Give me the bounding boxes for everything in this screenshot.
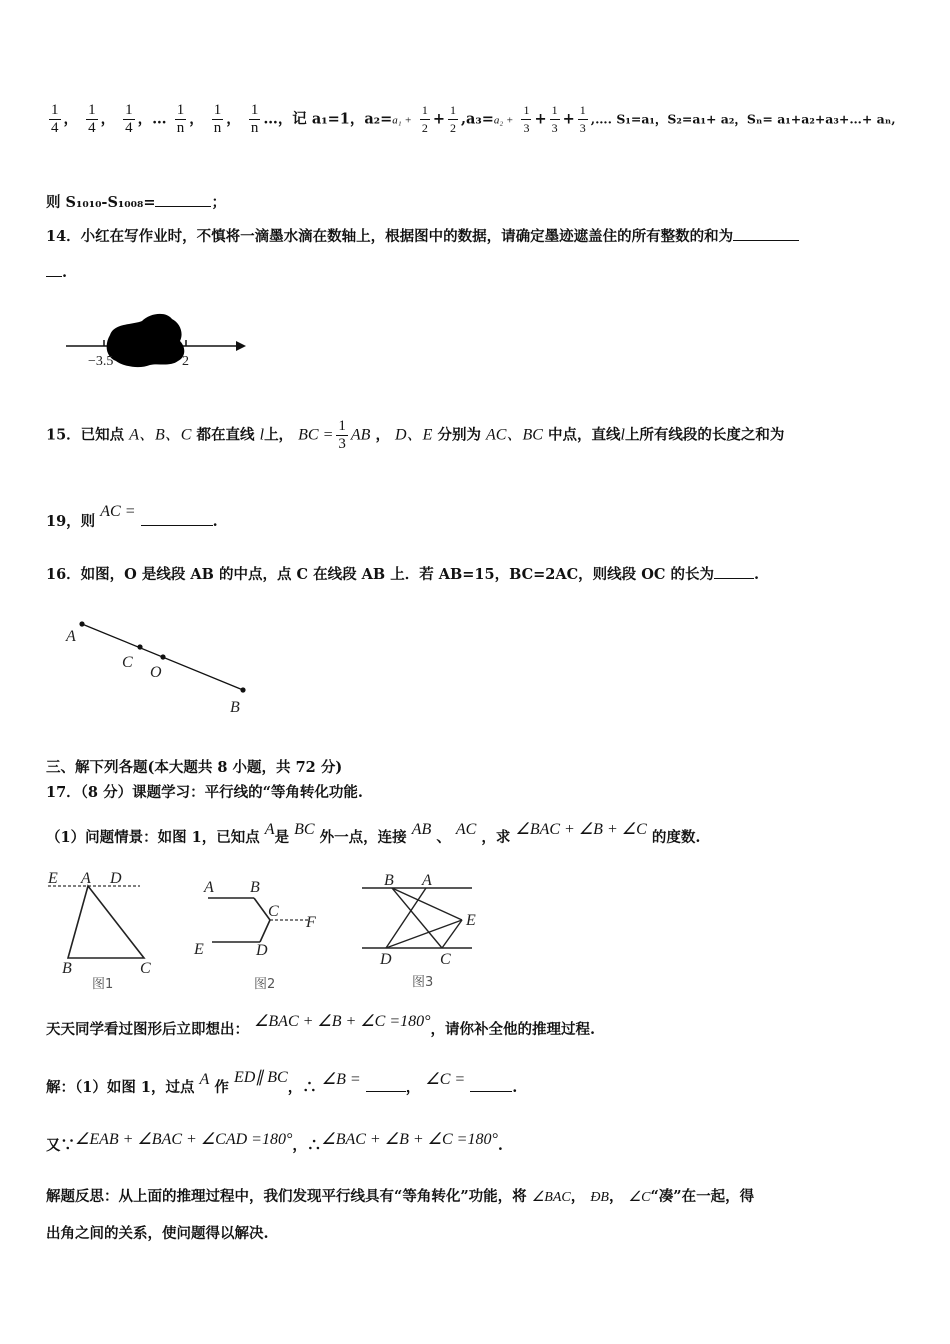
triangle-abc <box>68 886 144 958</box>
answer-blank[interactable] <box>141 525 213 526</box>
point-a <box>79 621 84 626</box>
q15-text-2: 19，则 AC = . <box>46 503 218 530</box>
figure-1 <box>44 870 164 995</box>
answer-blank[interactable] <box>714 578 754 579</box>
ink-number-line-figure <box>62 305 252 375</box>
svg-text:C: C <box>140 960 151 977</box>
svg-text:E: E <box>48 870 58 887</box>
caption-fig3: 图3 <box>412 975 434 990</box>
section-heading: 三、解下列各题(本大题共 8 小题，共 72 分) <box>46 759 343 776</box>
q13-question: 则 S₁₀₁₀-S₁₀₀₈= ； <box>46 194 226 211</box>
q17-reflection: 解题反思：从上面的推理过程中，我们发现平行线具有“等角转化”功能，将 ∠BAC， ÐB， ∠C“凑”在一起，得 <box>46 1188 755 1205</box>
point-c <box>137 644 142 649</box>
answer-blank-angle-b[interactable] <box>366 1091 406 1092</box>
caption-fig1: 图1 <box>92 977 114 992</box>
label-minus-3-5: −3.5 <box>88 354 114 369</box>
fraction: $\frac{1}{n}$ <box>213 102 222 136</box>
q14-text: 14．小红在写作业时，不慎将一滴墨水滴在数轴上，根据图中的数据，请确定墨迹遮盖住的所有整数的和为 <box>46 225 799 246</box>
svg-text:B: B <box>250 879 260 896</box>
fraction: $\frac{1}{n}$ <box>250 102 259 136</box>
label-a: A <box>66 628 76 645</box>
q13-note: …，记 a₁=1，a₂= <box>263 110 393 128</box>
svg-text:A: A <box>81 870 91 887</box>
figure-2 <box>190 876 330 996</box>
label-b: B <box>230 699 240 716</box>
figure-3 <box>356 872 486 994</box>
q17-problem: （1）问题情景：如图 1，已知点 A是 BC 外一点，连接 AB 、 AC ，求 ∠BAC + ∠B + ∠C 的度数. <box>46 821 701 846</box>
svg-text:C: C <box>440 951 451 968</box>
q17-paragraph-2: 天天同学看过图形后立即想出： ∠BAC + ∠B + ∠C =180°，请你补全他的推理过程. <box>46 1013 596 1038</box>
label-2: 2 <box>182 354 189 369</box>
svg-text:D: D <box>380 951 392 968</box>
q14-text-end: . <box>46 264 67 281</box>
point-b <box>240 687 245 692</box>
q17-solution-line-2: 又∵∠EAB + ∠BAC + ∠CAD =180°，∴∠BAC + ∠B + ∠C =180°. <box>46 1131 503 1154</box>
label-o: O <box>150 664 162 681</box>
segment-figure <box>60 615 260 720</box>
answer-blank[interactable] <box>46 276 62 277</box>
svg-text:C: C <box>268 903 279 920</box>
fraction: $\frac{1}{4}$ <box>125 102 133 136</box>
caption-fig2: 图2 <box>254 977 276 992</box>
svg-text:D: D <box>256 942 268 959</box>
answer-blank-angle-c[interactable] <box>470 1091 512 1092</box>
svg-text:A: A <box>422 872 432 889</box>
answer-blank[interactable] <box>155 206 211 207</box>
q17-title: 17．（8 分）课题学习：平行线的“等角转化功能. <box>46 784 363 801</box>
q17-solution-line-1: 解：（1）如图 1，过点 A 作 ED∥ BC，∴ ∠B = ， ∠C = . <box>46 1069 518 1096</box>
answer-blank[interactable] <box>733 240 799 241</box>
ink-blot <box>107 314 185 367</box>
q15-text: 15．已知点 A、B、C 都在直线 l上， BC = $\frac{1}{3}$ AB ， D、E 分别为 AC、BC 中点，直线l上所有线段的长度之和为 <box>46 418 785 452</box>
q17-reflection-2: 出角之间的关系，使问题得以解决. <box>46 1225 269 1242</box>
q16-text: 16．如图，O 是线段 AB 的中点，点 C 在线段 AB 上．若 AB=15，BC=2AC，则线段 OC 的长为 . <box>46 566 760 583</box>
arrow-icon <box>236 341 246 351</box>
svg-text:B: B <box>384 872 394 889</box>
label-c: C <box>122 654 133 671</box>
fraction: $\frac{1}{n}$ <box>176 102 185 136</box>
svg-text:D: D <box>110 870 122 887</box>
svg-text:B: B <box>62 960 72 977</box>
svg-text:E: E <box>194 941 204 958</box>
svg-text:E: E <box>466 912 476 929</box>
svg-text:A: A <box>204 879 214 896</box>
fraction: $\frac{1}{4}$ <box>88 102 96 136</box>
fraction: $\frac{1}{4}$ <box>51 102 59 136</box>
svg-text:F: F <box>306 914 316 931</box>
point-o <box>160 654 165 659</box>
q13-sequence-line: $\frac{1}{4}$ ， $\frac{1}{4}$ ， $\frac{1}{4}$ ，… $\frac{1}{n}$ ， $\frac{1}{n}$ ， $\frac{1}{n}$ …，记 a₁=1，a₂=a₁ + $\frac{1}{2}$ + $\frac{1}{2}$ ,a₃=a₂ + $\frac{1}{3}$ + $\frac{1}{3}$ + $\frac{1}{3}$ ,…. S₁=a₁，S₂=a₁+ a₂，Sₙ= a₁+a₂+a₃+…+ aₙ, <box>51 102 896 136</box>
